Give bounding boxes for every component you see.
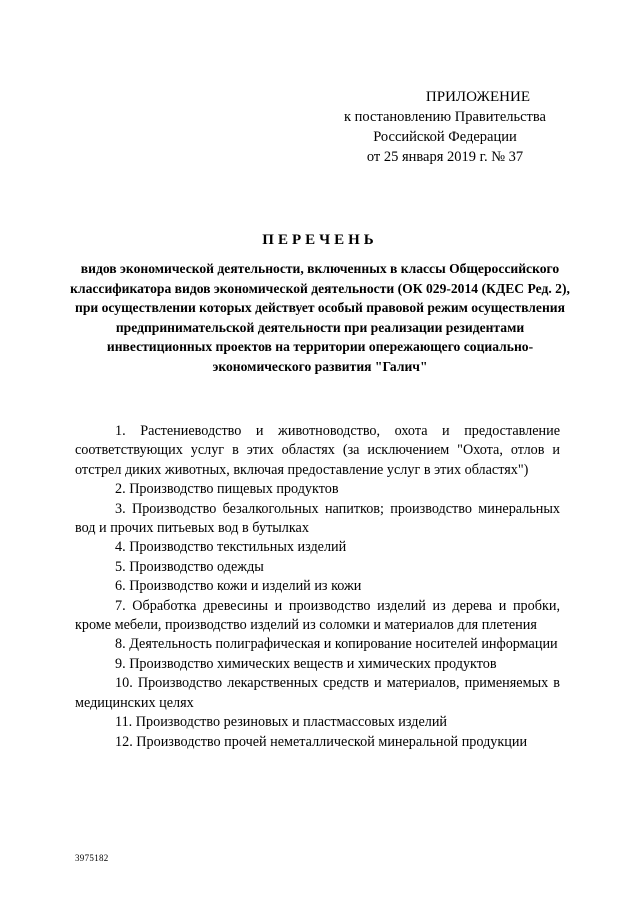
list-item: 10. Производство лекарственных средств и материалов, применяемых в медицинских целях (75, 675, 560, 711)
appendix-block (330, 87, 560, 167)
list-item: 5. Производство одежды (115, 558, 264, 575)
list-item: 11. Производство резиновых и пластмассовых изделий (115, 714, 448, 731)
list-item: 8. Деятельность полиграфическая и копирование носителей информации (115, 636, 558, 653)
list-item: 1. Растениеводство и животноводство, охота и предоставление соответствующих услуг в этих областях (за исключением "Охота, отлов и отстрел диких животных, включая предоставление услуг в этих областях") (75, 423, 560, 478)
list-item: 12. Производство прочей неметаллической минеральной продукции (115, 733, 528, 750)
appendix-line-date: от 25 января 2019 г. № 37 (366, 149, 524, 165)
list-item: 7. Обработка древесины и производство изделий из дерева и пробки, кроме мебели, производство изделий из соломки и материалов для плетения (75, 597, 560, 634)
page-heading: ПЕРЕЧЕНЬ (262, 232, 378, 248)
document-code: 3975182 (75, 853, 109, 863)
appendix-title: ПРИЛОЖЕНИЕ (425, 89, 530, 105)
list-item: 9. Производство химических веществ и химических продуктов (115, 655, 497, 672)
activity-list (75, 422, 560, 752)
list-item: 4. Производство текстильных изделий (115, 539, 347, 556)
appendix-line-government: Российской Федерации (373, 129, 517, 145)
list-item: 3. Производство безалкогольных напитков; производство минеральных вод и прочих питьевых вод в бутылках (75, 500, 560, 537)
list-item: 6. Производство кожи и изделий из кожи (115, 578, 362, 595)
page-subtitle: видов экономической деятельности, включенных в классы Общероссийского классификатора видов экономической деятельности (ОК 029-2014 (КДЕС Ред. 2), при осуществлении которых действует особый правовой режим осуществления предпринимательской деятельности при реализации резидентами инвестиционных проектов на территории опережающего социально-экономического развития "Галич" (70, 261, 570, 374)
appendix-line-resolution: к постановлению Правительства (344, 109, 546, 125)
list-item: 2. Производство пищевых продуктов (115, 481, 339, 498)
